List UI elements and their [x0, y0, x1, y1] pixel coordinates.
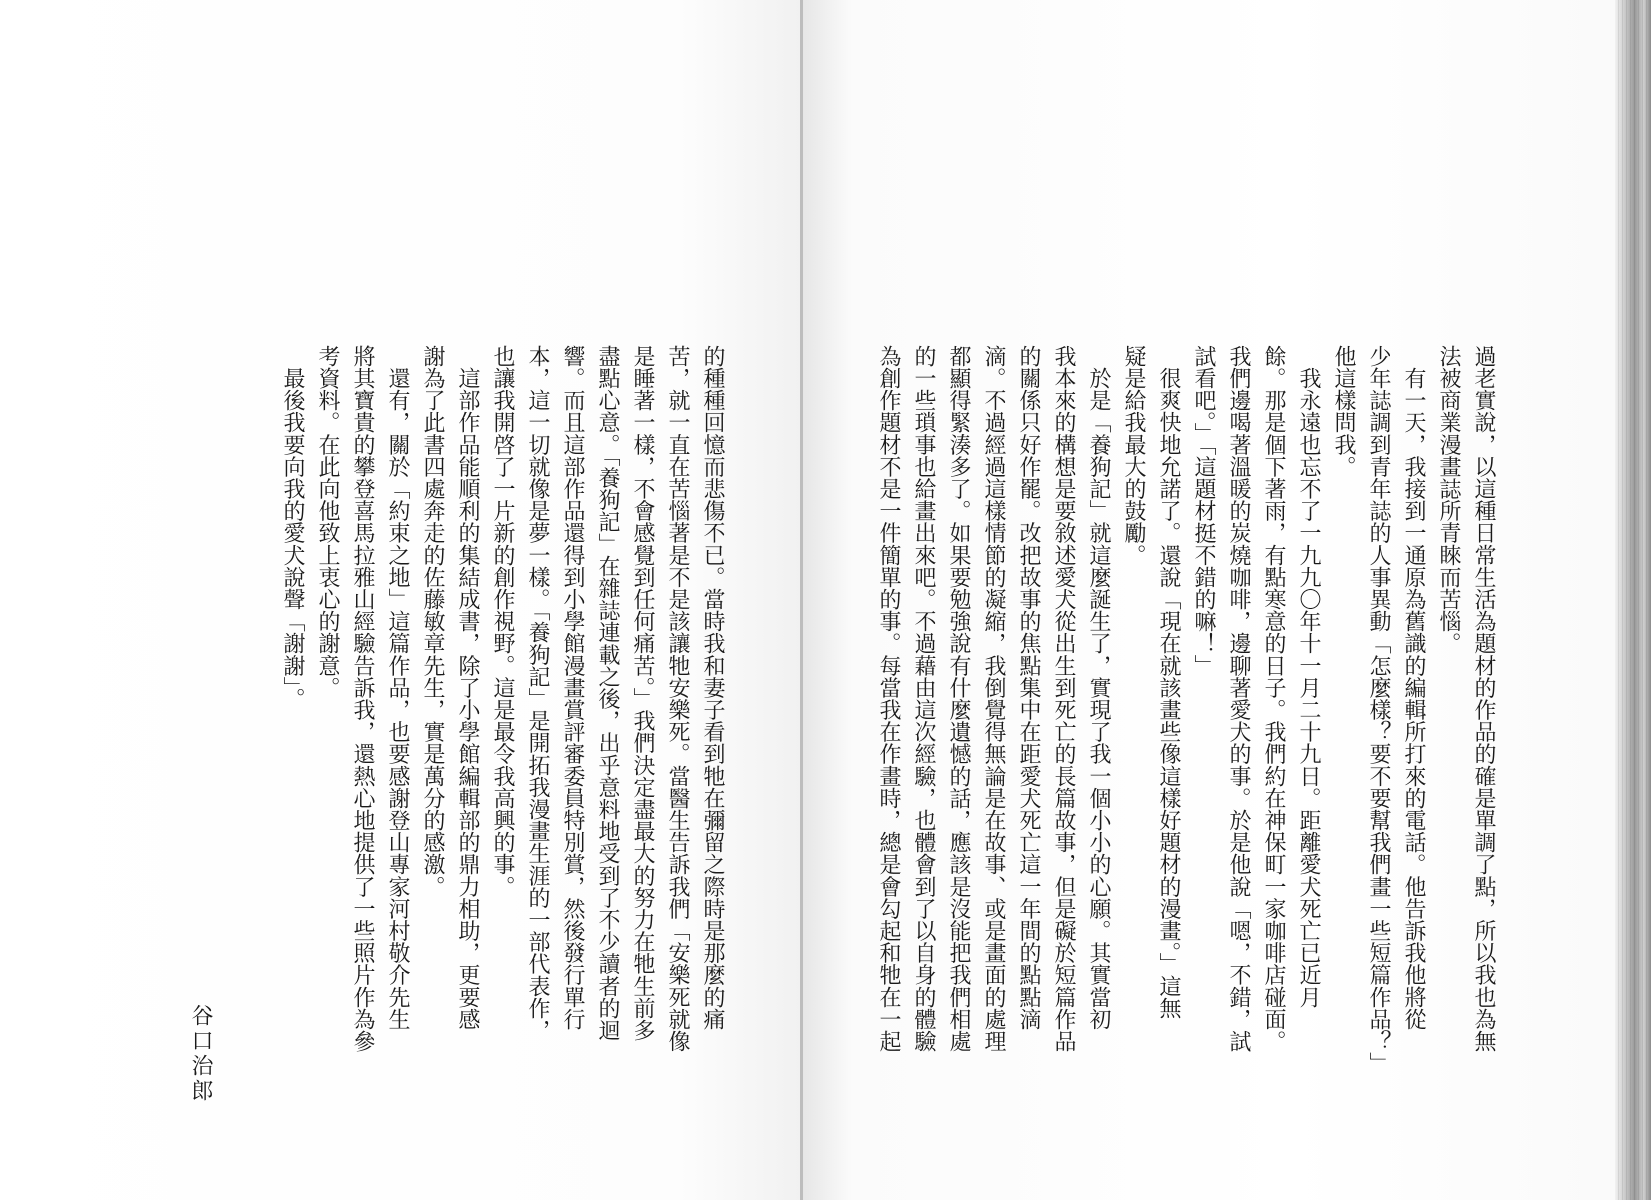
text-line: 本，這一切就像是夢一樣。「養狗記」是開拓我漫畫生涯的一部代表作， [525, 345, 550, 1042]
text-line: 考資料。在此向他致上衷心的謝意。 [315, 345, 340, 699]
text-line: 為創作題材不是一件簡單的事。每當我在作畫時，總是會勾起和牠在一起 [876, 345, 901, 1053]
text-line: 我永遠也忘不了一九九〇年十一月二十九日。距離愛犬死亡已近月 [1296, 345, 1321, 1008]
text-line: 是睡著一樣，不會感覺到任何痛苦。」我們決定盡最大的努力在牠生前多 [630, 345, 655, 1042]
text-line: 最後我要向我的愛犬說聲「謝謝」。 [280, 345, 305, 710]
author-signature: 谷口治郎 [188, 1004, 213, 1104]
text-line: 我們邊喝著溫暖的炭燒咖啡，邊聊著愛犬的事。於是他說「嗯，不錯，試 [1226, 345, 1251, 1053]
text-line: 滴。不過經過這樣情節的凝縮，我倒覺得無論是在故事、或是畫面的處理 [981, 345, 1006, 1053]
right-page [803, 0, 1615, 1200]
text-line: 苦，就一直在苦惱著是不是該讓牠安樂死。當醫生告訴我們「安樂死就像 [665, 345, 690, 1053]
left-page [0, 0, 800, 1200]
text-line: 的關係只好作罷。改把故事的焦點集中在距愛犬死亡這一年間的點點滴 [1016, 345, 1041, 1031]
text-line: 很爽快地允諾了。還說「現在就該畫些像這樣好題材的漫畫。」這無 [1156, 345, 1181, 1020]
text-line: 有一天，我接到一通原為舊識的編輯所打來的電話。他告訴我他將從 [1401, 345, 1426, 1031]
text-line: 試看吧。」「這題材挺不錯的嘛！」 [1191, 345, 1216, 677]
right-page-text [871, 345, 1501, 1175]
text-line: 的種種回憶而悲傷不已。當時我和妻子看到牠在彌留之際時是那麼的痛 [700, 345, 725, 1031]
text-line: 還有，關於「約束之地」這篇作品，也要感謝登山專家河村敬介先生 [385, 345, 410, 1031]
text-line: 盡點心意。「養狗記」在雜誌連載之後，出乎意料地受到了不少讀者的迴 [595, 345, 620, 1042]
text-line: 也讓我開啓了一片新的創作視野。這是最令我高興的事。 [490, 345, 515, 898]
text-line: 這部作品能順利的集結成書，除了小學館編輯部的鼎力相助，更要感 [455, 345, 480, 1031]
text-line: 少年誌調到青年誌的人事異動「怎麼樣？要不要幫我們畫一些短篇作品？」 [1366, 345, 1391, 1075]
page-edge-lines [1618, 0, 1648, 1200]
text-line: 過老實說，以這種日常生活為題材的作品的確是單調了點，所以我也為無 [1471, 345, 1496, 1053]
text-line: 法被商業漫畫誌所青睞而苦惱。 [1436, 345, 1461, 655]
left-page-text [275, 345, 730, 1175]
text-line: 於是「養狗記」就這麼誕生了，實現了我一個小小的心願。其實當初 [1086, 345, 1111, 1031]
text-line: 他這樣問我。 [1331, 345, 1356, 478]
text-line: 我本來的構想是要敘述愛犬從出生到死亡的長篇故事，但是礙於短篇作品 [1051, 345, 1076, 1053]
text-line: 將其寶貴的攀登喜馬拉雅山經驗告訴我，還熱心地提供了一些照片作為參 [350, 345, 375, 1053]
text-line: 餘。那是個下著雨，有點寒意的日子。我們約在神保町一家咖啡店碰面。 [1261, 345, 1286, 1053]
text-line: 都顯得緊湊多了。如果要勉強說有什麼遺憾的話，應該是沒能把我們相處 [946, 345, 971, 1053]
text-line: 響。而且這部作品還得到小學館漫畫賞評審委員特別賞，然後發行單行 [560, 345, 585, 1031]
text-line: 的一些瑣事也給畫出來吧。不過藉由這次經驗，也體會到了以自身的體驗 [911, 345, 936, 1053]
text-line: 疑是給我最大的鼓勵。 [1121, 345, 1146, 566]
text-line: 謝為了此書四處奔走的佐藤敏章先生，實是萬分的感激。 [420, 345, 445, 898]
